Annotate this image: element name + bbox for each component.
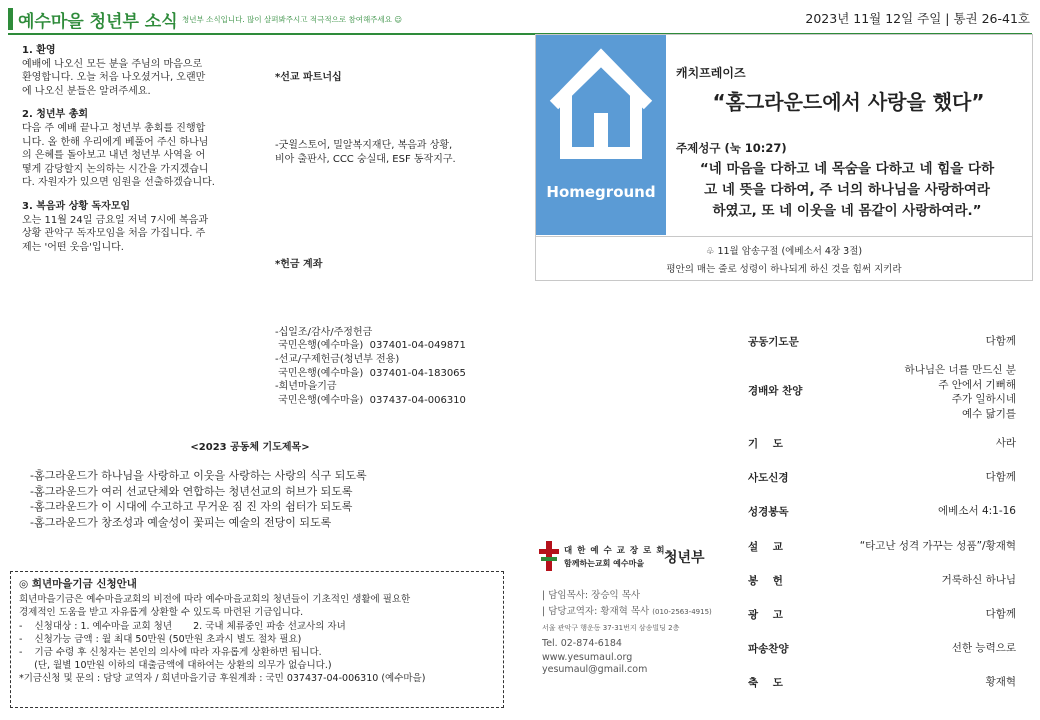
order-value: 황재혁 bbox=[985, 676, 1016, 688]
order-label: 기 도 bbox=[748, 438, 783, 450]
logo-text: Homeground bbox=[546, 183, 656, 201]
telephone: Tel. 02-874-6184 bbox=[542, 638, 622, 649]
church-contact bbox=[542, 588, 712, 676]
verse-reference: 주제성구 (눅 10:27) bbox=[676, 141, 787, 155]
order-label: 경배와 찬양 bbox=[748, 385, 803, 397]
fund-line: *기금신청 및 문의 : 담당 교역자 / 희년마을기금 후원계좌 : 국민 037437-04-006310 (예수마을) bbox=[19, 673, 426, 685]
order-value: 사라 bbox=[995, 437, 1016, 449]
order-label: 설 교 bbox=[748, 541, 783, 553]
order-label: 봉 헌 bbox=[748, 575, 783, 587]
catchphrase: “홈그라운드에서 사랑을 했다” bbox=[712, 90, 985, 114]
pastor: | 담임목사: 장승익 목사 bbox=[542, 590, 641, 601]
order-label: 성경봉독 bbox=[748, 506, 789, 518]
order-value: 다함께 bbox=[985, 335, 1016, 347]
mission-body: -굿윌스토어, 밀알복지재단, 복음과 상황, 비아 출판사, CCC 숭실대, ESF 동작지구. bbox=[275, 140, 456, 165]
news-title: 3. 복음과 상황 독자모임 bbox=[22, 200, 131, 212]
order-label: 사도신경 bbox=[748, 472, 789, 484]
church-department: 청년부 bbox=[664, 550, 705, 566]
order-value: 선한 능력으로 bbox=[951, 642, 1016, 654]
email: yesumaul@gmail.com bbox=[542, 664, 648, 675]
homeground-logo bbox=[536, 35, 666, 235]
order-value: 에베소서 4:1-16 bbox=[938, 505, 1016, 517]
prayer-list bbox=[30, 468, 367, 530]
address: 서울 관악구 행운동 37-31번지 삼송빌딩 2층 bbox=[542, 624, 680, 632]
fund-line: - 기금 수령 후 신청자는 본인의 의사에 따라 자유롭게 상환하면 됩니다. bbox=[19, 647, 322, 659]
fund-line: - 신청대상 : 1. 예수마을 교회 청년 2. 국내 체류중인 파송 선교사의 자녀 bbox=[19, 620, 346, 632]
memory-verse-text: 평안의 매는 줄로 성령이 하나되게 하신 것을 힘써 지키라 bbox=[666, 264, 902, 275]
order-label: 파송찬양 bbox=[748, 643, 789, 655]
fund-line: (단, 월별 10만원 이하의 대출금액에 대하여는 상환의 의무가 없습니다.) bbox=[19, 660, 332, 672]
church-name: 함께하는교회 예수마을 bbox=[564, 559, 645, 568]
prayer-item: -홈그라운드가 하나님을 사랑하고 이웃을 사랑하는 사랑의 식구 되도록 bbox=[30, 469, 367, 482]
church-denomination: 대 한 예 수 교 장 로 회 bbox=[564, 546, 666, 556]
verse-divider bbox=[535, 236, 1033, 237]
website: www.yesumaul.org bbox=[542, 652, 633, 663]
header-accent-bar bbox=[8, 8, 13, 30]
order-value: 하나님은 너를 만드신 분 주 안에서 기뻐해 주가 일하시네 예수 닮기를 bbox=[904, 364, 1016, 420]
prayer-title: <2023 공동체 기도제목> bbox=[190, 442, 310, 453]
memory-verse-title: ♧ 11월 암송구절 (에베소서 4장 3절) bbox=[705, 246, 863, 257]
order-value: “타고난 성격 가꾸는 성품”/황재혁 bbox=[859, 540, 1016, 552]
order-label: 축 도 bbox=[748, 677, 783, 689]
order-value: 다함께 bbox=[985, 608, 1016, 620]
mission-title: *선교 파트너십 bbox=[275, 72, 342, 84]
fund-line: 희년마을기금은 예수마을교회의 비전에 따라 예수마을교회의 청년들이 기초적인 생활에 필요한 bbox=[19, 594, 411, 606]
order-label: 공동기도문 bbox=[748, 336, 799, 348]
page-subtitle: 청년부 소식입니다. 많이 살펴봐주시고 적극적으로 참여해주세요 ☺ bbox=[182, 15, 403, 24]
info-column bbox=[275, 44, 515, 448]
issue-date: 2023년 11월 12일 주일 | 통권 26-41호 bbox=[805, 11, 1030, 26]
news-title: 2. 청년부 총회 bbox=[22, 109, 89, 121]
page-title: 예수마을 청년부 소식 bbox=[18, 12, 178, 32]
prayer-item: -홈그라운드가 창조성과 예술성이 꽃피는 예술의 전당이 되도록 bbox=[30, 515, 332, 529]
news-title: 1. 환영 bbox=[22, 45, 56, 56]
news-body: 예배에 나오신 모든 분을 주님의 마음으로 환영합니다. 오늘 처음 나오셨거나, 오랜만 에 나오신 분들은 알려주세요. bbox=[22, 58, 206, 97]
fund-title: ◎ 희년마을기금 신청안내 bbox=[19, 578, 137, 590]
order-label: 광 고 bbox=[748, 609, 783, 621]
fund-line: 경제적인 도움을 받고 자유롭게 상환할 수 있도록 마련된 기금입니다. bbox=[19, 607, 304, 619]
order-value: 거룩하신 하나님 bbox=[941, 574, 1016, 586]
news-body: 다음 주 예배 끝나고 청년부 총회를 진행합 니다. 올 한해 우리에게 베풀어 주신 하나님 의 은혜를 돌아보고 내년 청년부 사역을 어 떻게 감당할지 논의하는 시간을 가지겠습니 다. 자원자가 있으면 임원을 선출하겠습니다. bbox=[22, 122, 215, 189]
prayer-item: -홈그라운드가 이 시대에 수고하고 무거운 짐 진 자의 쉼터가 되도록 bbox=[30, 500, 353, 513]
house-icon bbox=[536, 35, 666, 235]
offering-title: *헌금 계좌 bbox=[275, 258, 323, 270]
offering-body: -십일조/감사/주정헌금 국민은행(예수마을) 037401-04-049871 -선교/구제헌금(청년부 전용) 국민은행(예수마을) 037401-04-183065 -희년마을기금 국민은행(예수마을) 037437-04-006310 bbox=[275, 326, 466, 406]
church-cross-icon bbox=[539, 541, 559, 571]
fund-info-box bbox=[10, 571, 504, 708]
news-body: 오는 11월 24일 금요일 저녁 7시에 복음과 상황 관악구 독자모임을 처음 가집니다. 주 제는 '어떤 웃음'입니다. bbox=[22, 214, 209, 253]
prayer-item: -홈그라운드가 여러 선교단체와 연합하는 청년선교의 허브가 되도록 bbox=[30, 484, 353, 498]
staff: | 담당교역자: 황재혁 목사 (010-2563-4915) bbox=[542, 606, 712, 617]
theme-verse: “네 마음을 다하고 네 목숨을 다하고 네 힘을 다하 고 네 뜻을 다하여, 주 너의 하나님을 사랑하여라 하였고, 또 네 이웃을 네 몸같이 사랑하여라.” bbox=[699, 161, 995, 219]
catchphrase-label: 캐치프레이즈 bbox=[676, 66, 746, 80]
news-column bbox=[22, 44, 248, 254]
order-value: 다함께 bbox=[985, 471, 1016, 483]
fund-line: - 신청가능 금액 : 월 최대 50만원 (50만원 초과시 별도 절차 필요) bbox=[19, 633, 302, 645]
